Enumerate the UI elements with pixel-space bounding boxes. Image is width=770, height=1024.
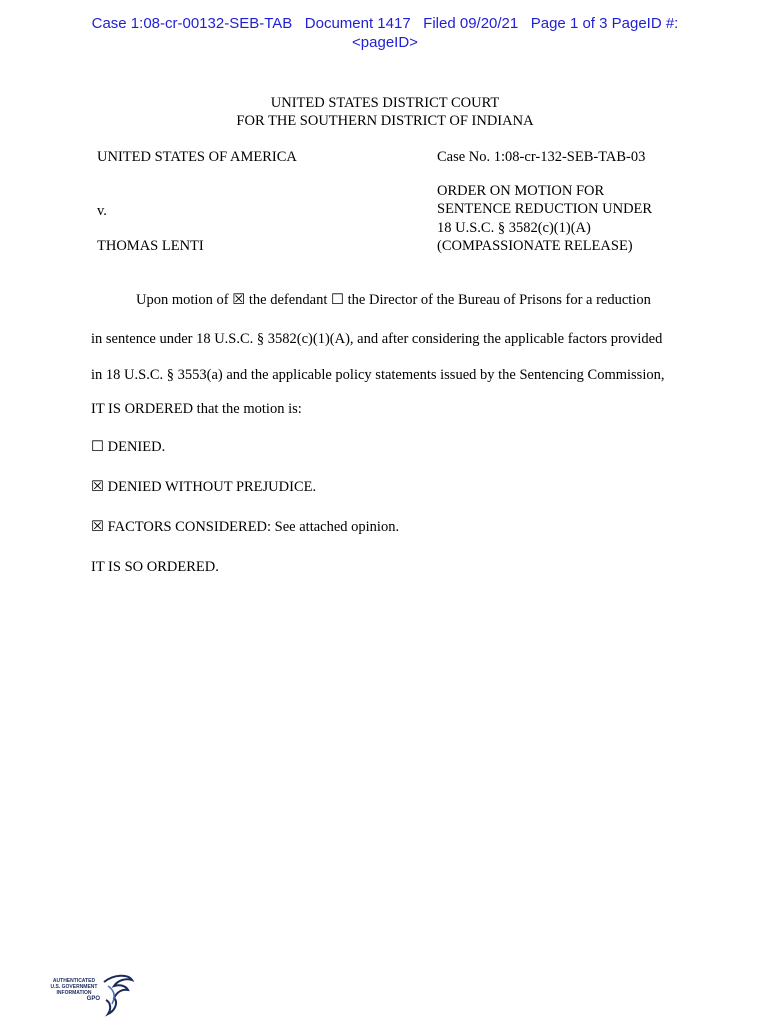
seal-line: INFORMATION — [56, 990, 92, 996]
seal-line: GPO — [86, 996, 100, 1002]
filing-header — [0, 14, 770, 52]
option-factors-considered: ☒ FACTORS CONSIDERED: See attached opinion. — [91, 519, 400, 535]
plaintiff-name: UNITED STATES OF AMERICA — [97, 149, 297, 165]
order-title-line: SENTENCE REDUCTION UNDER — [437, 201, 653, 218]
body-paragraph-line: in sentence under 18 U.S.C. § 3582(c)(1)(A), and after considering the applicable factors provided — [91, 331, 663, 347]
gpo-authentication-seal — [44, 972, 134, 1018]
seal-line: AUTHENTICATED — [52, 978, 96, 984]
filing-header-line2: <pageID> — [352, 34, 418, 51]
order-title — [437, 182, 652, 255]
option-denied: ☐ DENIED. — [91, 439, 166, 455]
filing-header-line1: Case 1:08-cr-00132-SEB-TAB Document 1417 Filed 09/20/21 Page 1 of 3 PageID #: — [91, 15, 679, 32]
option-denied-without-prejudice: ☒ DENIED WITHOUT PREJUDICE. — [91, 479, 317, 495]
closing-statement: IT IS SO ORDERED. — [91, 559, 219, 575]
body-paragraph-line: in 18 U.S.C. § 3553(a) and the applicable policy statements issued by the Sentencing Commission, — [91, 367, 665, 383]
defendant-name: THOMAS LENTI — [97, 238, 204, 254]
court-name: UNITED STATES DISTRICT COURT — [270, 95, 500, 111]
case-number: Case No. 1:08-cr-132-SEB-TAB-03 — [437, 149, 646, 165]
body-paragraph-line: Upon motion of ☒ the defendant ☐ the Director of the Bureau of Prisons for a reduction — [136, 292, 651, 308]
seal-line: U.S. GOVERNMENT — [50, 984, 98, 990]
court-district: FOR THE SOUTHERN DISTRICT OF INDIANA — [236, 113, 534, 129]
order-title-line: ORDER ON MOTION FOR — [437, 183, 605, 199]
seal-text — [44, 978, 104, 1002]
ordered-statement: IT IS ORDERED that the motion is: — [91, 401, 302, 417]
eagle-icon — [96, 972, 136, 1018]
order-title-line: (COMPASSIONATE RELEASE) — [437, 237, 633, 254]
court-heading — [0, 94, 770, 130]
order-title-line: 18 U.S.C. § 3582(c)(1)(A) — [437, 219, 591, 236]
versus-label: v. — [97, 203, 107, 219]
